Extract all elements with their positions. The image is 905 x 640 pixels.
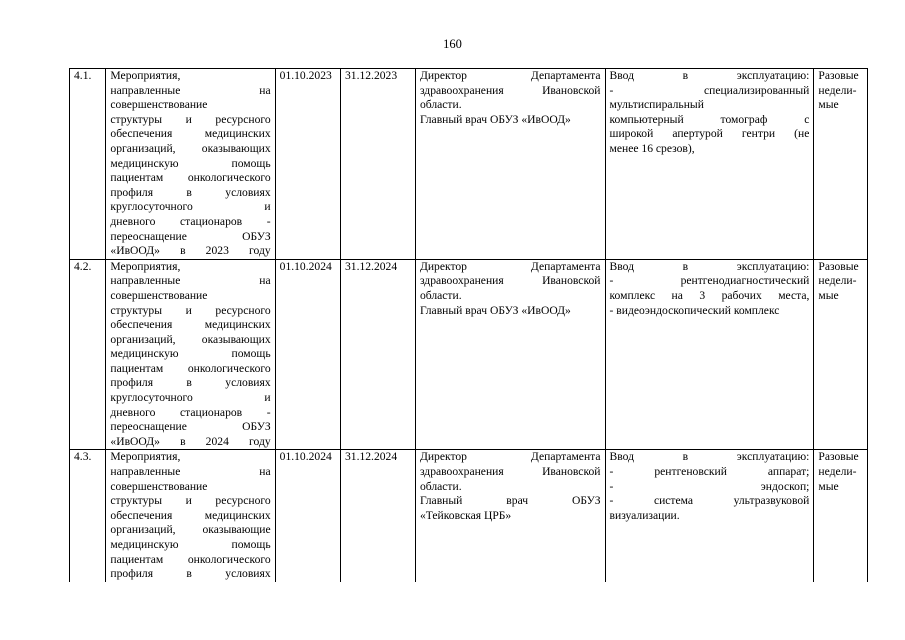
measures-table [69,68,868,582]
name_lines-line: Мероприятия, [110,450,181,464]
name_lines-line: Мероприятия, [110,69,181,82]
end-date-text: 31.12.2024 [344,450,398,464]
measure-type [814,259,868,450]
type_lines-line: недели- [818,83,857,97]
start-date-text: 01.10.2024 [279,259,332,273]
responsible-executor [415,259,605,450]
name_lines-line: структуры и ресурсного [110,494,271,508]
resp_lines-line: области. [419,288,462,302]
table-row [70,69,868,260]
resp_lines-line: Главный врач ОБУЗ «ИвООД» [419,303,571,317]
resp_lines-line: Директор Департамента [419,69,601,82]
name_lines-line: пациентам онкологического [110,171,271,185]
end-date [340,69,415,260]
result_lines-line: комплекс на 3 рабочих места, [609,288,810,302]
resp_lines-line: Главный врач ОБУЗ «ИвООД» [419,112,571,126]
row-number [70,259,106,450]
row-number-text: 4.1. [74,69,92,82]
name_lines-line: «ИвООД» в 2023 году [110,244,271,258]
name_lines-line: круглосуточного и [110,200,271,214]
resp_lines-line: здравоохранения Ивановской [419,274,601,288]
result_lines-line: Ввод в эксплуатацию: [609,69,810,82]
table-row [70,259,868,450]
name_lines-line: пациентам онкологического [110,361,271,375]
end-date-text: 31.12.2024 [344,259,398,273]
name_lines-line: направленные на [110,465,271,479]
name_lines-line: совершенствование [110,479,208,493]
result_lines-line: Ввод в эксплуатацию: [609,259,810,273]
type_lines-line: Разовые [818,69,859,82]
type_lines-line: Разовые [818,450,859,464]
expected-result [605,259,814,450]
resp_lines-line: области. [419,98,462,112]
resp_lines-line: Директор Департамента [419,450,601,464]
name_lines-line: Мероприятия, [110,259,181,273]
start-date [275,69,340,260]
table-body [70,69,868,582]
name_lines-line: организаций, оказывающих [110,141,271,155]
type_lines-line: недели- [818,274,857,288]
name_lines-line: обеспечения медицинских [110,127,271,141]
result_lines-line: - видеоэндоскопический комплекс [609,303,780,317]
table-row [70,450,868,582]
name_lines-line: структуры и ресурсного [110,303,271,317]
expected-result [605,69,814,260]
type_lines-line: мые [818,288,839,302]
name_lines-line: совершенствование [110,98,208,112]
end-date-text: 31.12.2023 [344,69,398,82]
name_lines-line: профиля в условиях [110,185,271,199]
name_lines-line: круглосуточного и [110,391,271,405]
name_lines-line: дневного стационаров - [110,214,271,228]
start-date [275,259,340,450]
type_lines-line: недели- [818,465,857,479]
name_lines-line: направленные на [110,83,271,97]
result_lines-line: - эндоскоп; [609,479,810,493]
name_lines-line: профиля в условиях [110,567,271,581]
result_lines-line: визуализации. [609,508,680,522]
name_lines-line: «ИвООД» в 2024 году [110,434,271,448]
name_lines-line: структуры и ресурсного [110,112,271,126]
measure-type [814,450,868,582]
page-number: 160 [443,37,462,51]
expected-result [605,450,814,582]
row-number-text: 4.2. [74,259,92,273]
name_lines-line: медицинскую помощь [110,347,271,361]
name_lines-line: совершенствование [110,288,208,302]
name_lines-line: медицинскую помощь [110,538,271,551]
start-date [275,450,340,582]
measure-name [106,69,275,260]
type_lines-line: мые [818,98,839,112]
result_lines-line: - рентгеновский аппарат; [609,465,810,479]
result_lines-line: компьютерный томограф с [609,112,810,126]
name_lines-line: обеспечения медицинских [110,508,271,522]
type_lines-line: Разовые [818,259,859,273]
name_lines-line: переоснащение ОБУЗ [110,229,271,243]
measure-name [106,259,275,450]
row-number-text: 4.3. [74,450,92,464]
row-number [70,450,106,582]
name_lines-line: профиля в условиях [110,376,271,390]
type_lines-line: мые [818,479,839,493]
start-date-text: 01.10.2023 [279,69,332,82]
resp_lines-line: Директор Департамента [419,259,601,273]
name_lines-line: организаций, оказывающие [110,523,271,537]
responsible-executor [415,69,605,260]
name_lines-line: организаций, оказывающих [110,332,271,346]
name_lines-line: обеспечения медицинских [110,318,271,332]
resp_lines-line: «Тейковская ЦРБ» [419,508,512,522]
measure-type [814,69,868,260]
result_lines-line: - специализированный [609,83,810,97]
resp_lines-line: области. [419,479,462,493]
name_lines-line: дневного стационаров - [110,405,271,419]
name_lines-line: медицинскую помощь [110,156,271,170]
resp_lines-line: здравоохранения Ивановской [419,465,601,479]
name_lines-line: направленные на [110,274,271,288]
result_lines-line: менее 16 срезов), [609,141,695,155]
resp_lines-line: здравоохранения Ивановской [419,83,601,97]
end-date [340,259,415,450]
responsible-executor [415,450,605,582]
measure-name [106,450,275,582]
name_lines-line: пациентам онкологического [110,552,271,566]
result_lines-line: - система ультразвуковой [609,494,810,508]
result_lines-line: мультиспиральный [609,98,704,112]
name_lines-line: переоснащение ОБУЗ [110,420,271,434]
resp_lines-line: Главный врач ОБУЗ [419,494,601,508]
result_lines-line: широкой апертурой гентри (не [609,127,810,141]
row-number [70,69,106,260]
result_lines-line: Ввод в эксплуатацию: [609,450,810,464]
result_lines-line: - рентгенодиагностический [609,274,810,288]
start-date-text: 01.10.2024 [279,450,332,464]
end-date [340,450,415,582]
